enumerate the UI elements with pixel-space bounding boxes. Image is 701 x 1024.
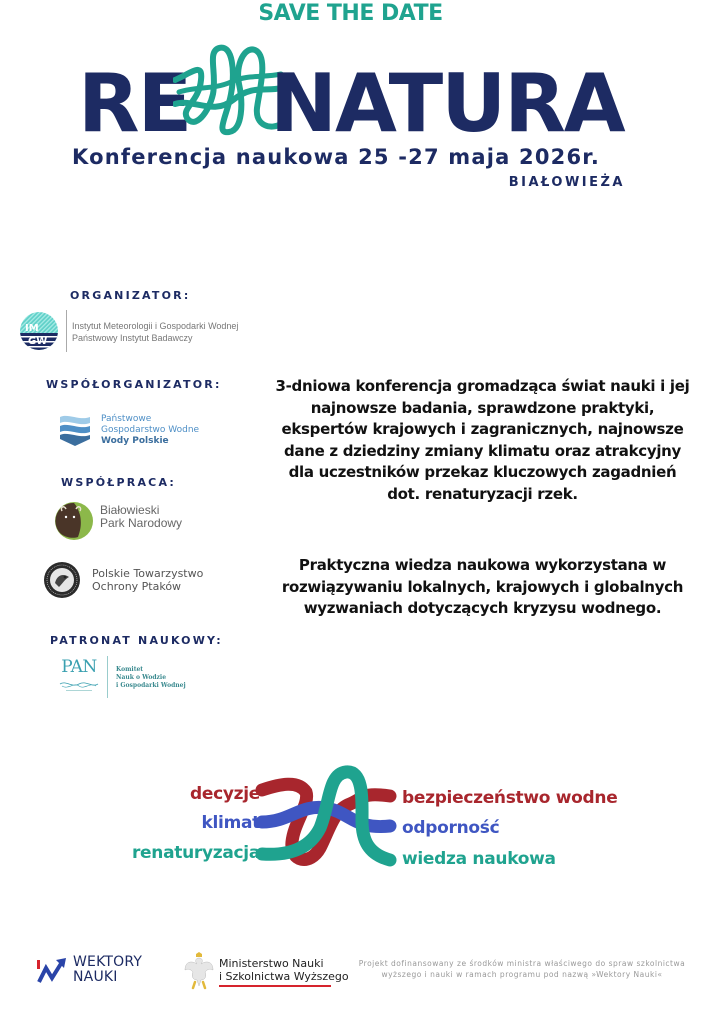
- ministry-name-line2: i Szkolnictwa Wyższego: [219, 970, 349, 983]
- divider: [107, 656, 108, 698]
- pan-logo-icon: [58, 657, 100, 695]
- keyword-bezpieczenstwo-wodne: bezpieczeństwo wodne: [402, 788, 618, 808]
- keyword-decyzje: decyzje: [189, 784, 260, 804]
- conference-location: BIAŁOWIEŻA: [508, 175, 625, 190]
- cooperation-partner-name-line2: Ochrony Ptaków: [92, 580, 182, 593]
- imgw-logo-icon: [19, 311, 59, 351]
- bird-seal-logo-icon: [43, 561, 81, 599]
- wektory-line1: WEKTORY: [73, 954, 143, 970]
- wektory-nauki-logo-icon: [36, 956, 70, 986]
- logo-prefix: RE: [78, 57, 191, 150]
- divider: [66, 310, 67, 352]
- cooperation-partner-name-line1: Białowieski: [100, 503, 160, 517]
- description-paragraph-1: 3-dniowa konferencja gromadząca świat nauki i jej najnowsze badania, sprawdzone praktyki, ekspertów krajowych i zagranicznych, najnowsze dane z dziedziny zmiany klimatu oraz atrakcyjny dla uczestników przekaz kluczowych zagadnień dot. renaturyzacji rzek.: [275, 377, 690, 503]
- coorganizer-name-line2: Gospodarstwo Wodne: [101, 425, 200, 435]
- ministry-red-underline: [219, 985, 331, 987]
- logo-suffix: NATURA: [270, 57, 624, 150]
- save-the-date-heading: SAVE THE DATE: [258, 1, 443, 26]
- patronage-name-line3: i Gospodarki Wodnej: [116, 682, 186, 689]
- ministry-name-line1: Ministerstwo Nauki: [219, 957, 324, 970]
- keyword-klimat: klimat: [201, 813, 260, 833]
- funding-note: Projekt dofinansowany ze środków ministra właściwego do spraw szkolnictwa wyższego i nauki w ramach programu pod nazwą »Wektory Nauki«: [358, 959, 686, 979]
- coorganizer-name: [101, 414, 199, 447]
- organizer-name-line1: Instytut Meteorologii i Gospodarki Wodnej: [72, 321, 239, 331]
- cooperation-partner-name: [100, 504, 182, 530]
- svg-text:GW: GW: [28, 336, 48, 347]
- pan-wave-icon: [58, 678, 100, 692]
- patronage-name: [116, 666, 186, 690]
- patronage-heading: PATRONAT NAUKOWY:: [50, 634, 223, 647]
- coorganizer-name-line3: Wody Polskie: [101, 436, 169, 446]
- bison-logo-icon: [54, 501, 94, 541]
- renatura-logo: [78, 40, 638, 150]
- polish-eagle-icon: [183, 952, 215, 990]
- conference-subtitle: Konferencja naukowa 25 -27 maja 2026r.: [72, 145, 601, 169]
- patronage-name-line1: Komitet: [116, 666, 144, 673]
- pan-logo-text: PAN: [61, 657, 97, 677]
- svg-text:IM: IM: [25, 323, 39, 334]
- coorganizer-heading: WSPÓŁORGANIZATOR:: [46, 378, 222, 391]
- coorganizer-name-line1: Państwowe: [101, 414, 152, 424]
- keyword-odpornosc: odporność: [402, 818, 500, 838]
- river-knot-icon: [250, 762, 405, 877]
- patronage-name-line2: Nauk o Wodzie: [116, 674, 167, 681]
- ministry-name: [219, 957, 349, 983]
- cooperation-heading: WSPÓŁPRACA:: [61, 476, 176, 489]
- organizer-heading: ORGANIZATOR:: [70, 289, 191, 302]
- cooperation-partner-name-line2: Park Narodowy: [100, 516, 183, 530]
- wody-polskie-logo-icon: [58, 413, 92, 447]
- wektory-nauki-text: [73, 955, 142, 985]
- wektory-line2: NAUKI: [73, 969, 118, 985]
- organizer-name-line2: Państwowy Instytut Badawczy: [72, 333, 193, 343]
- cooperation-partner-name-line1: Polskie Towarzystwo: [92, 567, 204, 580]
- cooperation-partner-name: [92, 567, 203, 593]
- keyword-renaturyzacja: renaturyzacja: [131, 843, 260, 863]
- river-squiggle-icon: [173, 42, 283, 138]
- description-paragraph-2: Praktyczna wiedza naukowa wykorzystana w rozwiązywaniu lokalnych, krajowych i globalnych wyzwaniach dotyczących kryzysu wodnego.: [281, 556, 684, 617]
- keyword-wiedza-naukowa: wiedza naukowa: [402, 849, 556, 869]
- organizer-name: [72, 320, 238, 344]
